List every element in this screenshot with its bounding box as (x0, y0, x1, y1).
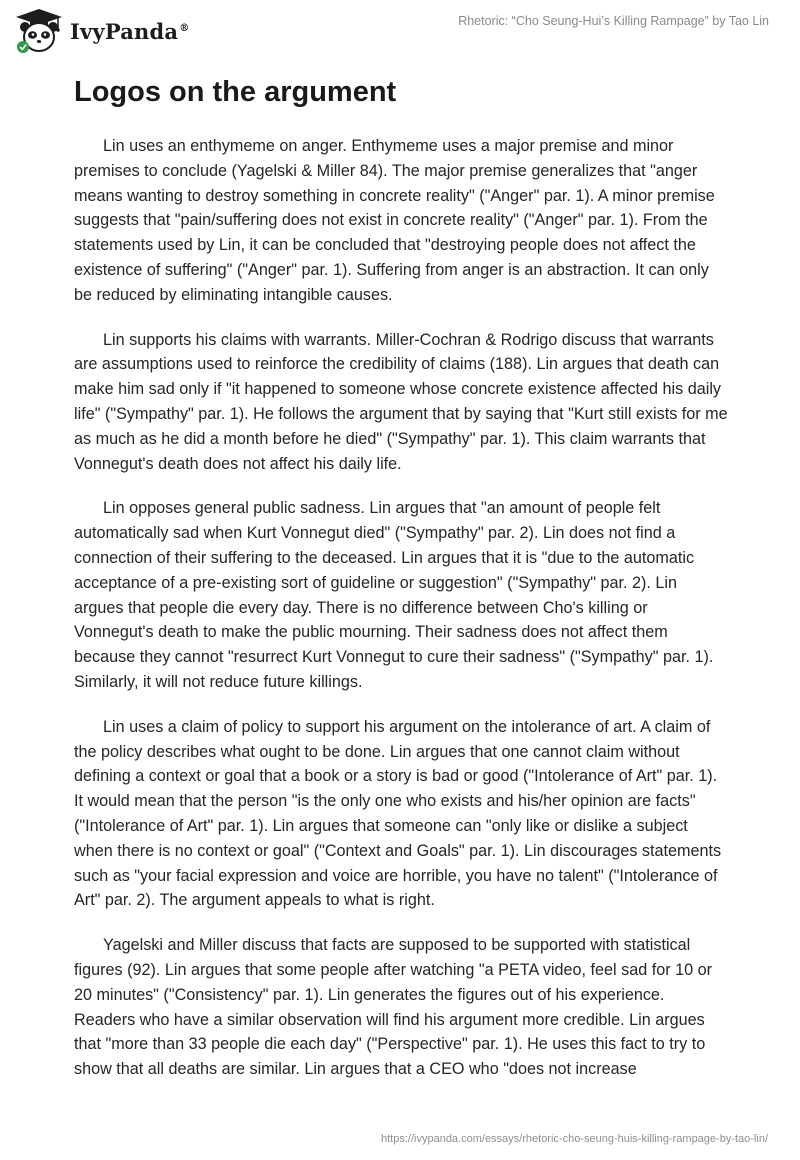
source-url[interactable]: https://ivypanda.com/essays/rhetoric-cho-seung-huis-killing-rampage-by-tao-lin/ (381, 1133, 768, 1145)
brand-logo[interactable] (14, 8, 189, 54)
paragraph: Lin uses a claim of policy to support his argument on the intolerance of art. A claim of the policy describes what ought to be done. Lin argues that one cannot claim without defining a context or goal that a book or a story is bad or good ("Intolerance of Art" par. 1). It would mean that the person "is the only one who exists and his/her opinion are facts" ("Intolerance of Art" par. 1). Lin argues that someone can "only like or dislike a subject when there is no context or goal" ("Context and Goals" par. 1). Lin discourages statements such as "your facial expression and voice are horrible, you have no talent" ("Intolerance of Art" par. 2). The argument appeals to what is right. (74, 717, 722, 910)
essay-content (74, 72, 730, 1102)
document-title: Rhetoric: “Cho Seung-Hui’s Killing Rampage” by Tao Lin (458, 14, 769, 28)
panda-graduate-icon (14, 8, 64, 54)
paragraph: Lin supports his claims with warrants. Miller-Cochran & Rodrigo discuss that warrants are assumptions used to reinforce the credibility of claims (188). Lin argues that death can make him sad only if "it happened to someone whose concrete existence affected his daily life" ("Sympathy" par. 1). He follows the argument that by saying that "Kurt still exists for me as much as he did a month before he died" ("Sympathy" par. 1). This claim warrants that Vonnegut's death does not affect his daily life. (74, 330, 728, 473)
essay-paragraphs (74, 134, 730, 1082)
brand-name: IvyPanda® (70, 18, 190, 44)
registered-mark: ® (179, 22, 190, 34)
paragraph: Lin opposes general public sadness. Lin argues that "an amount of people felt automatically sad when Kurt Vonnegut died" ("Sympathy" par. 2). Lin does not find a connection of their suffering to the deceased. Lin argues that it is "due to the automatic acceptance of a pre-existing sort of guideline or suggestion" ("Sympathy" par. 2). Lin argues that people die every day. There is no difference between Cho's killing or Vonnegut's death to make the public mourning. Their sadness does not affect them because they cannot "resurrect Kurt Vonnegut to cure their sadness" ("Sympathy" par. 1). Similarly, it will not reduce future killings. (74, 499, 714, 691)
section-heading: Logos on the argument (74, 76, 397, 108)
page-header (0, 0, 800, 60)
paragraph: Lin uses an enthymeme on anger. Enthymeme uses a major premise and minor premises to conclude (Yagelski & Miller 84). The major premise generalizes that "anger means wanting to destroy something in concrete reality" ("Anger" par. 1). A minor premise suggests that "pain/suffering does not exist in concrete reality" ("Anger" par. 1). From the statements used by Lin, it can be concluded that "destroying people does not affect the existence of suffering" ("Anger" par. 1). Suffering from anger is an abstraction. It can only be reduced by eliminating intangible causes. (74, 137, 715, 304)
paragraph: Yagelski and Miller discuss that facts are supposed to be supported with statistical figures (92). Lin argues that some people after watching "a PETA video, feel sad for 10 or 20 minutes" ("Consistency" par. 1). Lin generates the figures out of his experience. Readers who have a similar observation will find his argument more credible. Lin argues that "more than 33 people die each day" ("Perspective" par. 1). He uses this fact to try to show that all deaths are similar. Lin argues that a CEO who "does not increase (74, 936, 713, 1079)
